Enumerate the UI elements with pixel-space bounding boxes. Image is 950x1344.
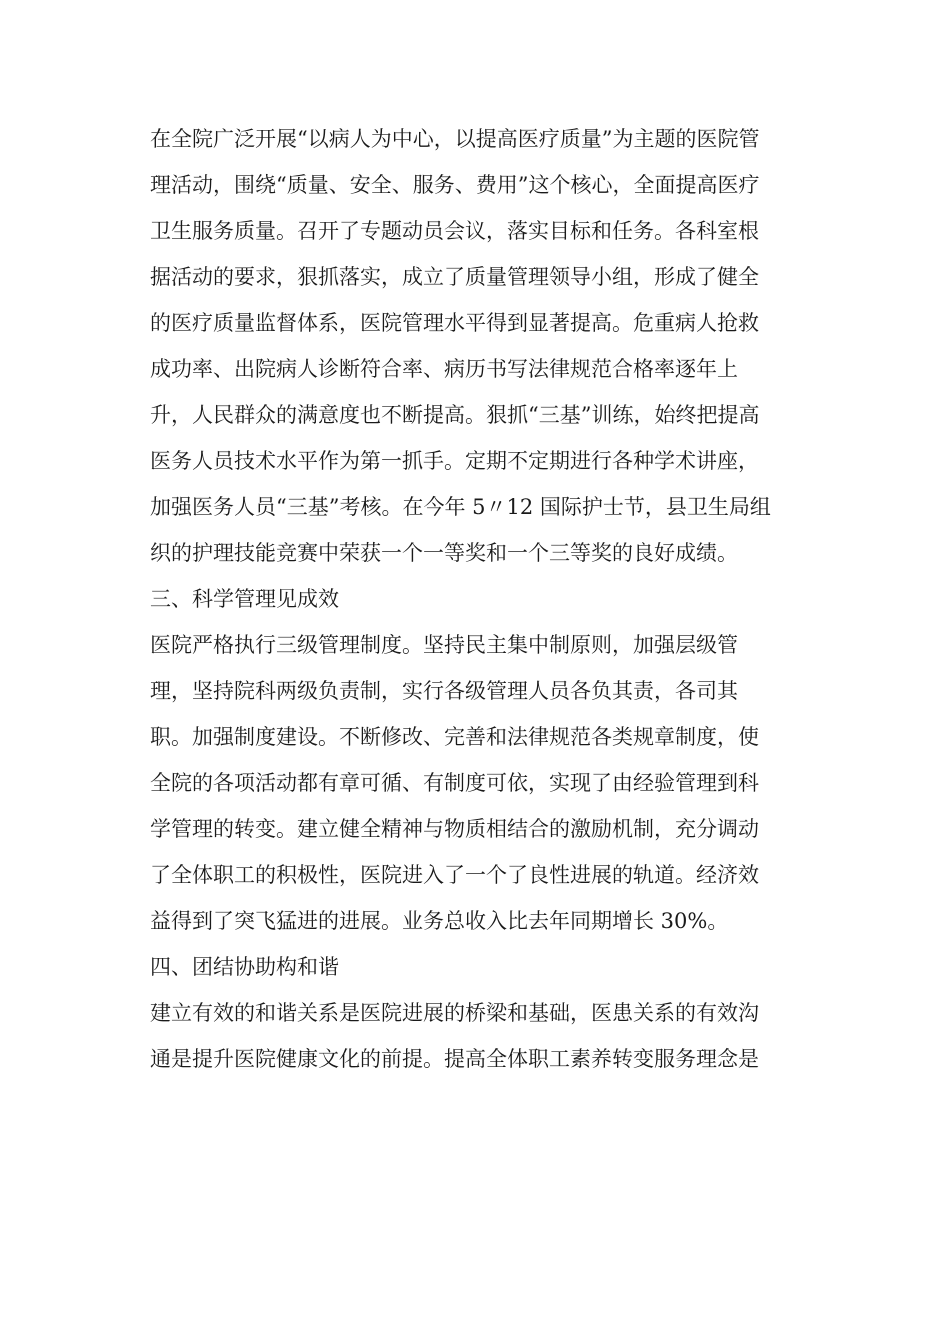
text-line-8: 医务人员技术水平作为第一抓手。定期不定期进行各种学术讲座， [150, 449, 759, 473]
text-line-14: 职。加强制度建设。不断修改、完善和法律规范各类规章制度，使 [150, 725, 759, 749]
text-line-18: 益得到了突飞猛进的进展。业务总收入比去年同期增长 30%。 [150, 909, 729, 933]
text-line-9: 加强医务人员“三基”考核。在今年 5〃12 国际护士节，县卫生局组 [150, 495, 771, 519]
text-line-20: 建立有效的和谐关系是医院进展的桥梁和基础，医患关系的有效沟 [150, 1001, 759, 1025]
section-heading-4: 四、团结协助构和谐 [150, 955, 339, 979]
text-line-3: 卫生服务质量。召开了专题动员会议，落实目标和任务。各科室根 [150, 219, 759, 243]
text-line-15: 全院的各项活动都有章可循、有制度可依，实现了由经验管理到科 [150, 771, 759, 795]
section-heading-3: 三、科学管理见成效 [150, 587, 339, 611]
text-line-17: 了全体职工的积极性，医院进入了一个了良性进展的轨道。经济效 [150, 863, 759, 887]
text-line-2: 理活动，围绕“质量、安全、服务、费用”这个核心，全面提高医疗 [150, 173, 760, 197]
text-line-12: 医院严格执行三级管理制度。坚持民主集中制原则，加强层级管 [150, 633, 738, 657]
text-line-7: 升，人民群众的满意度也不断提高。狠抓“三基”训练，始终把提高 [150, 403, 760, 427]
text-line-1: 在全院广泛开展“以病人为中心，以提高医疗质量”为主题的医院管 [150, 127, 760, 151]
text-line-13: 理，坚持院科两级负责制，实行各级管理人员各负其责，各司其 [150, 679, 738, 703]
text-line-6: 成功率、出院病人诊断符合率、病历书写法律规范合格率逐年上 [150, 357, 738, 381]
text-line-21: 通是提升医院健康文化的前提。提高全体职工素养转变服务理念是 [150, 1047, 759, 1071]
text-line-10: 织的护理技能竞赛中荣获一个一等奖和一个三等奖的良好成绩。 [150, 541, 738, 565]
body-text [150, 116, 810, 1082]
text-line-4: 据活动的要求，狠抓落实，成立了质量管理领导小组，形成了健全 [150, 265, 759, 289]
text-line-16: 学管理的转变。建立健全精神与物质相结合的激励机制，充分调动 [150, 817, 759, 841]
text-line-5: 的医疗质量监督体系，医院管理水平得到显著提高。危重病人抢救 [150, 311, 759, 335]
